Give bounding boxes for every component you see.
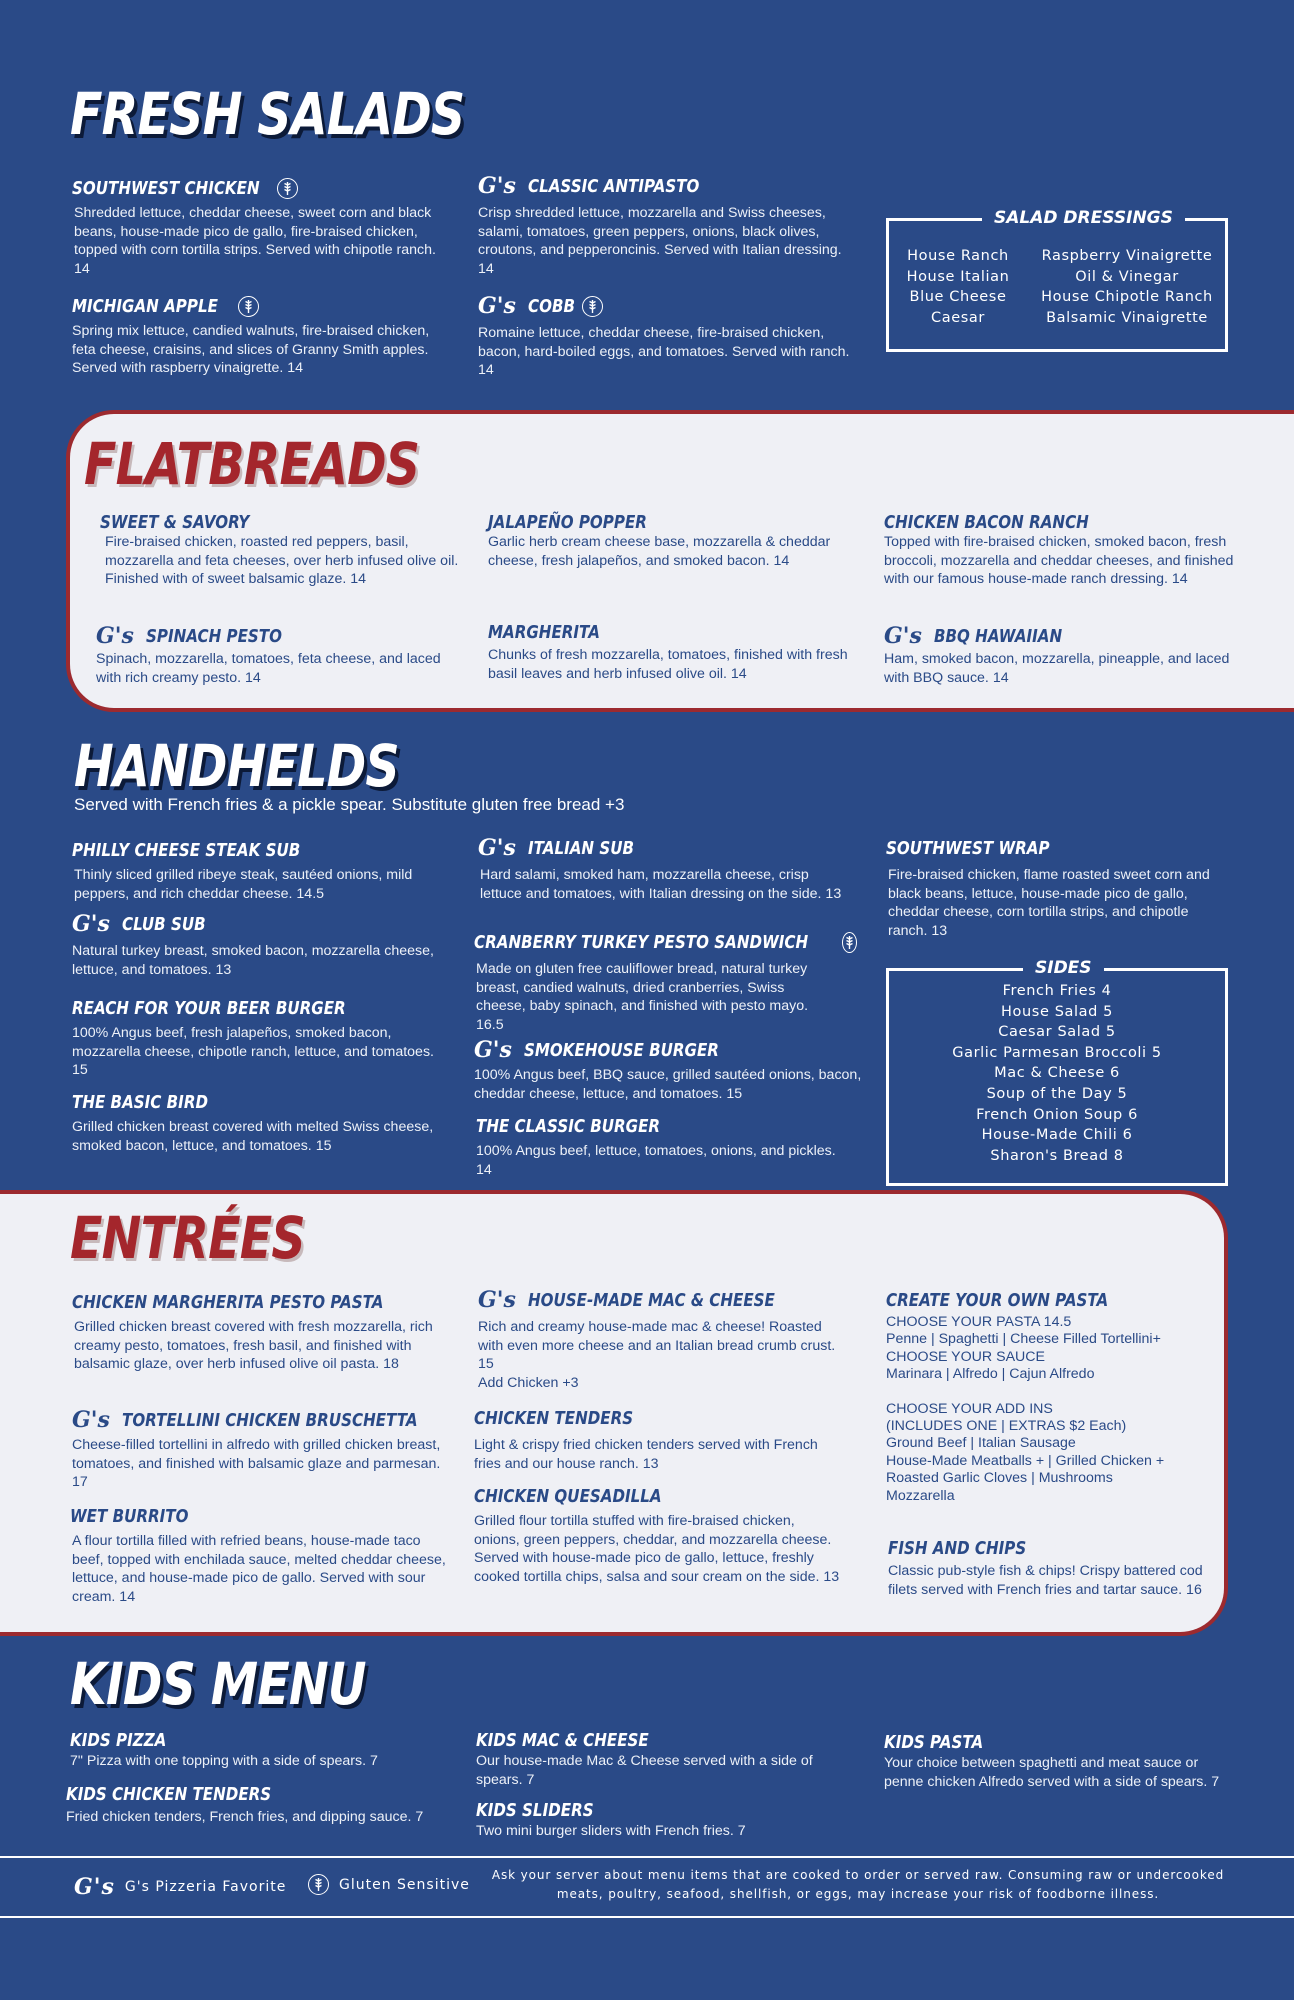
item-name: KIDS SLIDERS bbox=[476, 1799, 594, 1821]
menu-item bbox=[474, 1484, 844, 1586]
item-name: SMOKEHOUSE BURGER bbox=[523, 1039, 719, 1061]
item-description: Garlic herb cream cheese base, mozzarella & cheddar cheese, fresh jalapeños, and smoked bacon. 14 bbox=[488, 534, 831, 569]
menu-item bbox=[72, 1290, 442, 1374]
dressing-item: House Ranch bbox=[907, 248, 1009, 264]
item-description: Rich and creamy house-made mac & cheese! Roasted with even more cheese and an Italian bread crumb crust. 15 bbox=[478, 1319, 836, 1373]
pasta-line: Penne | Spaghetti | Cheese Filled Tortellini+ bbox=[886, 1331, 1161, 1348]
item-name: SPINACH PESTO bbox=[145, 625, 282, 647]
menu-item bbox=[884, 510, 1234, 589]
item-name: CLASSIC ANTIPASTO bbox=[527, 175, 700, 197]
item-description: Made on gluten free cauliflower bread, natural turkey breast, candied walnuts, dried cranberries, Swiss cheese, baby spinach, and finished with pesto mayo. 16.5 bbox=[476, 961, 809, 1033]
item-extra: Add Chicken +3 bbox=[478, 1374, 579, 1391]
item-name: FISH AND CHIPS bbox=[888, 1537, 1027, 1559]
item-name: SOUTHWEST CHICKEN bbox=[72, 177, 260, 199]
item-name: SWEET & SAVORY bbox=[100, 511, 250, 533]
item-description: Spinach, mozzarella, tomatoes, feta cheese, and laced with rich creamy pesto. 14 bbox=[96, 651, 441, 686]
gs-favorite-icon: G's bbox=[72, 1407, 110, 1433]
item-name: CREATE YOUR OWN PASTA bbox=[886, 1289, 1109, 1311]
entrees-title: ENTRÉES bbox=[70, 1204, 305, 1272]
item-name: CHICKEN QUESADILLA bbox=[474, 1485, 662, 1507]
menu-item bbox=[72, 294, 442, 378]
salads-title: FRESH SALADS bbox=[70, 80, 465, 148]
item-description: Natural turkey breast, smoked bacon, mozzarella cheese, lettuce, and tomatoes. 13 bbox=[72, 943, 434, 978]
pasta-line: CHOOSE YOUR ADD INS bbox=[886, 1400, 1053, 1417]
legend-gluten bbox=[308, 1874, 470, 1895]
handhelds-subtitle: Served with French fries & a pickle spear. Substitute gluten free bread +3 bbox=[74, 795, 625, 814]
item-name: THE BASIC BIRD bbox=[72, 1091, 209, 1113]
item-description: Thinly sliced grilled ribeye steak, sautéed onions, mild peppers, and rich cheddar cheese. 14.5 bbox=[74, 867, 413, 902]
side-item: French Onion Soup 6 bbox=[976, 1106, 1138, 1123]
item-description: Grilled chicken breast covered with melted Swiss cheese, smoked bacon, lettuce, and tomatoes. 15 bbox=[72, 1119, 434, 1154]
item-description: Classic pub-style fish & chips! Crispy battered cod filets served with French fries and tartar sauce. 16 bbox=[888, 1563, 1203, 1598]
side-item: Mac & Cheese 6 bbox=[994, 1065, 1120, 1082]
gs-favorite-icon: G's bbox=[96, 623, 134, 649]
item-description: A flour tortilla filled with refried beans, house-made taco beef, topped with enchilada sauce, melted cheddar cheese, lettuce, and house-made pico de gallo. Served with sour cream. 14 bbox=[72, 1533, 446, 1605]
kids-section bbox=[0, 1636, 1294, 1850]
item-name: CLUB SUB bbox=[121, 913, 206, 935]
menu-item bbox=[72, 176, 442, 278]
item-name: JALAPEÑO POPPER bbox=[488, 511, 647, 533]
gs-favorite-icon: G's bbox=[72, 911, 110, 937]
menu-item bbox=[476, 1798, 856, 1841]
item-description: Chunks of fresh mozzarella, tomatoes, finished with fresh basil leaves and herb infused olive oil. 14 bbox=[488, 647, 848, 682]
menu-item bbox=[884, 1730, 1224, 1791]
entrees-section bbox=[0, 1190, 1228, 1636]
item-description: Our house-made Mac & Cheese served with a side of spears. 7 bbox=[476, 1753, 813, 1788]
salad-dressings-box bbox=[886, 208, 1228, 352]
sides-box bbox=[886, 958, 1228, 1186]
side-item: Soup of the Day 5 bbox=[986, 1085, 1128, 1102]
sides-label: SIDES bbox=[1023, 958, 1104, 978]
item-description: Hard salami, smoked ham, mozzarella cheese, crisp lettuce and tomatoes, with Italian dressing on the side. 13 bbox=[480, 867, 842, 902]
menu-item bbox=[884, 624, 1234, 687]
item-description: Topped with fire-braised chicken, smoked bacon, fresh broccoli, mozzarella and cheddar cheeses, and finished with our famous house-made ranch dressing. 14 bbox=[884, 534, 1234, 588]
dressing-item: House Italian bbox=[906, 268, 1010, 285]
item-description: Crisp shredded lettuce, mozzarella and Swiss cheeses, salami, tomatoes, green peppers, onions, black olives, croutons, and pepperoncinis. Served with Italian dressing. 14 bbox=[478, 205, 842, 277]
menu-item bbox=[478, 836, 848, 903]
dressing-item: House Chipotle Ranch bbox=[1041, 289, 1213, 305]
menu-item bbox=[488, 510, 848, 570]
legend-favorite-label: G's Pizzeria Favorite bbox=[124, 1879, 287, 1895]
sides-list bbox=[889, 981, 1225, 1166]
footer-top-rule bbox=[0, 1856, 1294, 1858]
dressing-item: Oil & Vinegar bbox=[1075, 268, 1179, 285]
item-name: WET BURRITO bbox=[70, 1505, 189, 1527]
gs-favorite-icon: G's bbox=[478, 1287, 516, 1313]
item-description: Two mini burger sliders with French fries. 7 bbox=[476, 1823, 746, 1839]
menu-item bbox=[72, 1408, 442, 1492]
item-name: HOUSE-MADE MAC & CHEESE bbox=[527, 1289, 775, 1311]
side-item: Caesar Salad 5 bbox=[998, 1024, 1116, 1041]
menu-item bbox=[474, 930, 854, 1034]
side-item: House Salad 5 bbox=[1001, 1003, 1113, 1020]
raw-food-advisory: Ask your server about menu items that are cooked to order or served raw. Consuming raw or undercooked meats, poultry, seafood, shellfish, or eggs, may increase your risk of foodborne illness. bbox=[491, 1868, 1225, 1901]
item-name: TORTELLINI CHICKEN BRUSCHETTA bbox=[121, 1409, 418, 1431]
pasta-line: Marinara | Alfredo | Cajun Alfredo bbox=[886, 1366, 1095, 1383]
item-description: Shredded lettuce, cheddar cheese, sweet corn and black beans, house-made pico de gallo, fire-braised chicken, topped with corn tortilla strips. Served with chipotle ranch. 14 bbox=[74, 205, 436, 277]
legend-favorite bbox=[74, 1874, 286, 1900]
item-description: Grilled flour tortilla stuffed with fire-braised chicken, onions, green peppers, cheddar, and mozzarella cheese. Served with house-made pico de gallo, lettuce, freshly cooked tortilla chips, salsa and sour cream on the side. 13 bbox=[474, 1513, 840, 1585]
menu-item bbox=[100, 510, 460, 589]
dressing-item: Raspberry Vinaigrette bbox=[1041, 248, 1213, 264]
dressings-column-2 bbox=[1029, 246, 1225, 328]
item-description: Cheese-filled tortellini in alfredo with grilled chicken breast, tomatoes, and finished with balsamic glaze and parmesan. 17 bbox=[72, 1437, 441, 1491]
footer-bottom-rule bbox=[0, 1916, 1294, 1918]
menu-item bbox=[476, 1114, 846, 1179]
salads-section bbox=[0, 0, 1294, 410]
item-description: Grilled chicken breast covered with fresh mozzarella, rich creamy pesto, tomatoes, fresh basil, and finished with balsamic glaze, over herb infused olive oil pasta. 18 bbox=[74, 1319, 433, 1373]
item-description: 100% Angus beef, fresh jalapeños, smoked bacon, mozzarella cheese, chipotle ranch, lettuce, and tomatoes. 15 bbox=[72, 1025, 434, 1079]
gs-favorite-icon: G's bbox=[884, 623, 922, 649]
menu-item bbox=[476, 1728, 856, 1789]
menu-item bbox=[72, 838, 442, 903]
wheat-icon bbox=[308, 1874, 329, 1895]
item-name: KIDS PIZZA bbox=[70, 1729, 167, 1751]
handhelds-section bbox=[0, 712, 1294, 1190]
menu-item bbox=[72, 1090, 442, 1155]
pasta-line: (INCLUDES ONE | EXTRAS $2 Each) bbox=[886, 1418, 1127, 1435]
wheat-icon bbox=[277, 178, 298, 199]
item-name: CHICKEN BACON RANCH bbox=[884, 511, 1089, 533]
item-description: 100% Angus beef, lettuce, tomatoes, onions, and pickles. 14 bbox=[476, 1143, 836, 1178]
menu-item bbox=[886, 1288, 1206, 1505]
menu-item bbox=[886, 836, 1216, 940]
item-description: Your choice between spaghetti and meat sauce or penne chicken Alfredo served with a side of spears. 7 bbox=[884, 1755, 1220, 1790]
item-description: Fried chicken tenders, French fries, and dipping sauce. 7 bbox=[66, 1809, 424, 1825]
item-name: THE CLASSIC BURGER bbox=[476, 1115, 661, 1137]
item-description: Fire-braised chicken, flame roasted sweet corn and black beans, lettuce, house-made pico de gallo, cheddar cheese, corn tortilla strips, and chipotle ranch. 13 bbox=[888, 867, 1210, 939]
pasta-line: Mozzarella bbox=[886, 1487, 955, 1504]
item-name: CHICKEN TENDERS bbox=[474, 1407, 634, 1429]
item-name: PHILLY CHEESE STEAK SUB bbox=[72, 839, 301, 861]
side-item: French Fries 4 bbox=[1002, 983, 1112, 999]
side-item: Garlic Parmesan Broccoli 5 bbox=[952, 1044, 1162, 1061]
flatbreads-section bbox=[66, 410, 1294, 712]
pasta-line: CHOOSE YOUR SAUCE bbox=[886, 1348, 1045, 1365]
side-item: Sharon's Bread 8 bbox=[990, 1147, 1124, 1164]
dressings-column-1 bbox=[893, 246, 1023, 328]
wheat-icon bbox=[582, 296, 603, 317]
dressing-item: Blue Cheese bbox=[909, 289, 1007, 305]
gs-favorite-icon: G's bbox=[478, 173, 516, 199]
item-name: KIDS CHICKEN TENDERS bbox=[66, 1783, 272, 1805]
item-name: KIDS PASTA bbox=[884, 1731, 984, 1753]
wheat-icon bbox=[842, 932, 857, 953]
item-name: MARGHERITA bbox=[488, 621, 600, 643]
item-name: MICHIGAN APPLE bbox=[72, 295, 218, 317]
menu-item bbox=[474, 1406, 844, 1473]
item-description: Light & crispy fried chicken tenders served with French fries and our house ranch. 13 bbox=[474, 1437, 818, 1472]
side-item: House-Made Chili 6 bbox=[981, 1127, 1133, 1144]
item-description: Fire-braised chicken, roasted red peppers, basil, mozzarella and feta cheeses, over herb infused olive oil. Finished with of sweet balsamic glaze. 14 bbox=[105, 534, 459, 588]
item-description: Romaine lettuce, cheddar cheese, fire-braised chicken, bacon, hard-boiled eggs, and tomatoes. Served with ranch. 14 bbox=[478, 325, 850, 379]
salad-dressings-label: SALAD DRESSINGS bbox=[982, 208, 1185, 228]
pasta-line bbox=[886, 1384, 1206, 1401]
menu-item bbox=[488, 620, 878, 683]
wheat-icon bbox=[238, 296, 259, 317]
kids-title: KIDS MENU bbox=[70, 1650, 366, 1718]
pasta-line: Ground Beef | Italian Sausage bbox=[886, 1435, 1076, 1452]
pasta-builder bbox=[886, 1314, 1206, 1505]
item-description: Ham, smoked bacon, mozzarella, pineapple, and laced with BBQ sauce. 14 bbox=[884, 651, 1230, 686]
menu-item bbox=[478, 294, 858, 380]
item-name: BBQ HAWAIIAN bbox=[933, 625, 1063, 647]
menu-item bbox=[96, 624, 456, 687]
gs-favorite-icon: G's bbox=[74, 1874, 115, 1900]
gs-favorite-icon: G's bbox=[478, 293, 516, 319]
item-description: Spring mix lettuce, candied walnuts, fire-braised chicken, feta cheese, craisins, and slices of Granny Smith apples. Served with raspberry vinaigrette. 14 bbox=[72, 323, 430, 377]
flatbreads-title: FLATBREADS bbox=[84, 430, 420, 498]
item-name: KIDS MAC & CHEESE bbox=[476, 1729, 649, 1751]
item-name: CRANBERRY TURKEY PESTO SANDWICH bbox=[474, 931, 809, 953]
menu-item bbox=[70, 1728, 450, 1771]
menu-item bbox=[66, 1782, 446, 1827]
pasta-line: House-Made Meatballs + | Grilled Chicken + bbox=[886, 1452, 1165, 1469]
menu-item bbox=[478, 174, 858, 278]
handhelds-title: HANDHELDS bbox=[74, 732, 399, 800]
menu-item bbox=[888, 1536, 1208, 1599]
pasta-line: Roasted Garlic Cloves | Mushrooms bbox=[886, 1470, 1113, 1487]
item-name: SOUTHWEST WRAP bbox=[886, 837, 1050, 859]
menu-item bbox=[70, 1504, 450, 1606]
pasta-line: CHOOSE YOUR PASTA 14.5 bbox=[886, 1314, 1072, 1330]
menu-item bbox=[72, 912, 442, 979]
legend-gluten-label: Gluten Sensitive bbox=[339, 1876, 470, 1893]
item-description: 100% Angus beef, BBQ sauce, grilled sautéed onions, bacon, cheddar cheese, lettuce, and tomatoes. 15 bbox=[474, 1067, 862, 1102]
dressing-item: Caesar bbox=[931, 309, 985, 326]
menu-item bbox=[72, 996, 442, 1080]
item-name: ITALIAN SUB bbox=[527, 837, 634, 859]
dressing-item: Balsamic Vinaigrette bbox=[1046, 309, 1208, 326]
menu-item bbox=[474, 1038, 864, 1103]
menu-item bbox=[478, 1288, 848, 1392]
gs-favorite-icon: G's bbox=[474, 1037, 512, 1063]
item-name: CHICKEN MARGHERITA PESTO PASTA bbox=[72, 1291, 384, 1313]
gs-favorite-icon: G's bbox=[478, 835, 516, 861]
item-name: REACH FOR YOUR BEER BURGER bbox=[72, 997, 346, 1019]
item-name: COBB bbox=[527, 295, 575, 317]
item-description: 7" Pizza with one topping with a side of spears. 7 bbox=[70, 1753, 378, 1769]
